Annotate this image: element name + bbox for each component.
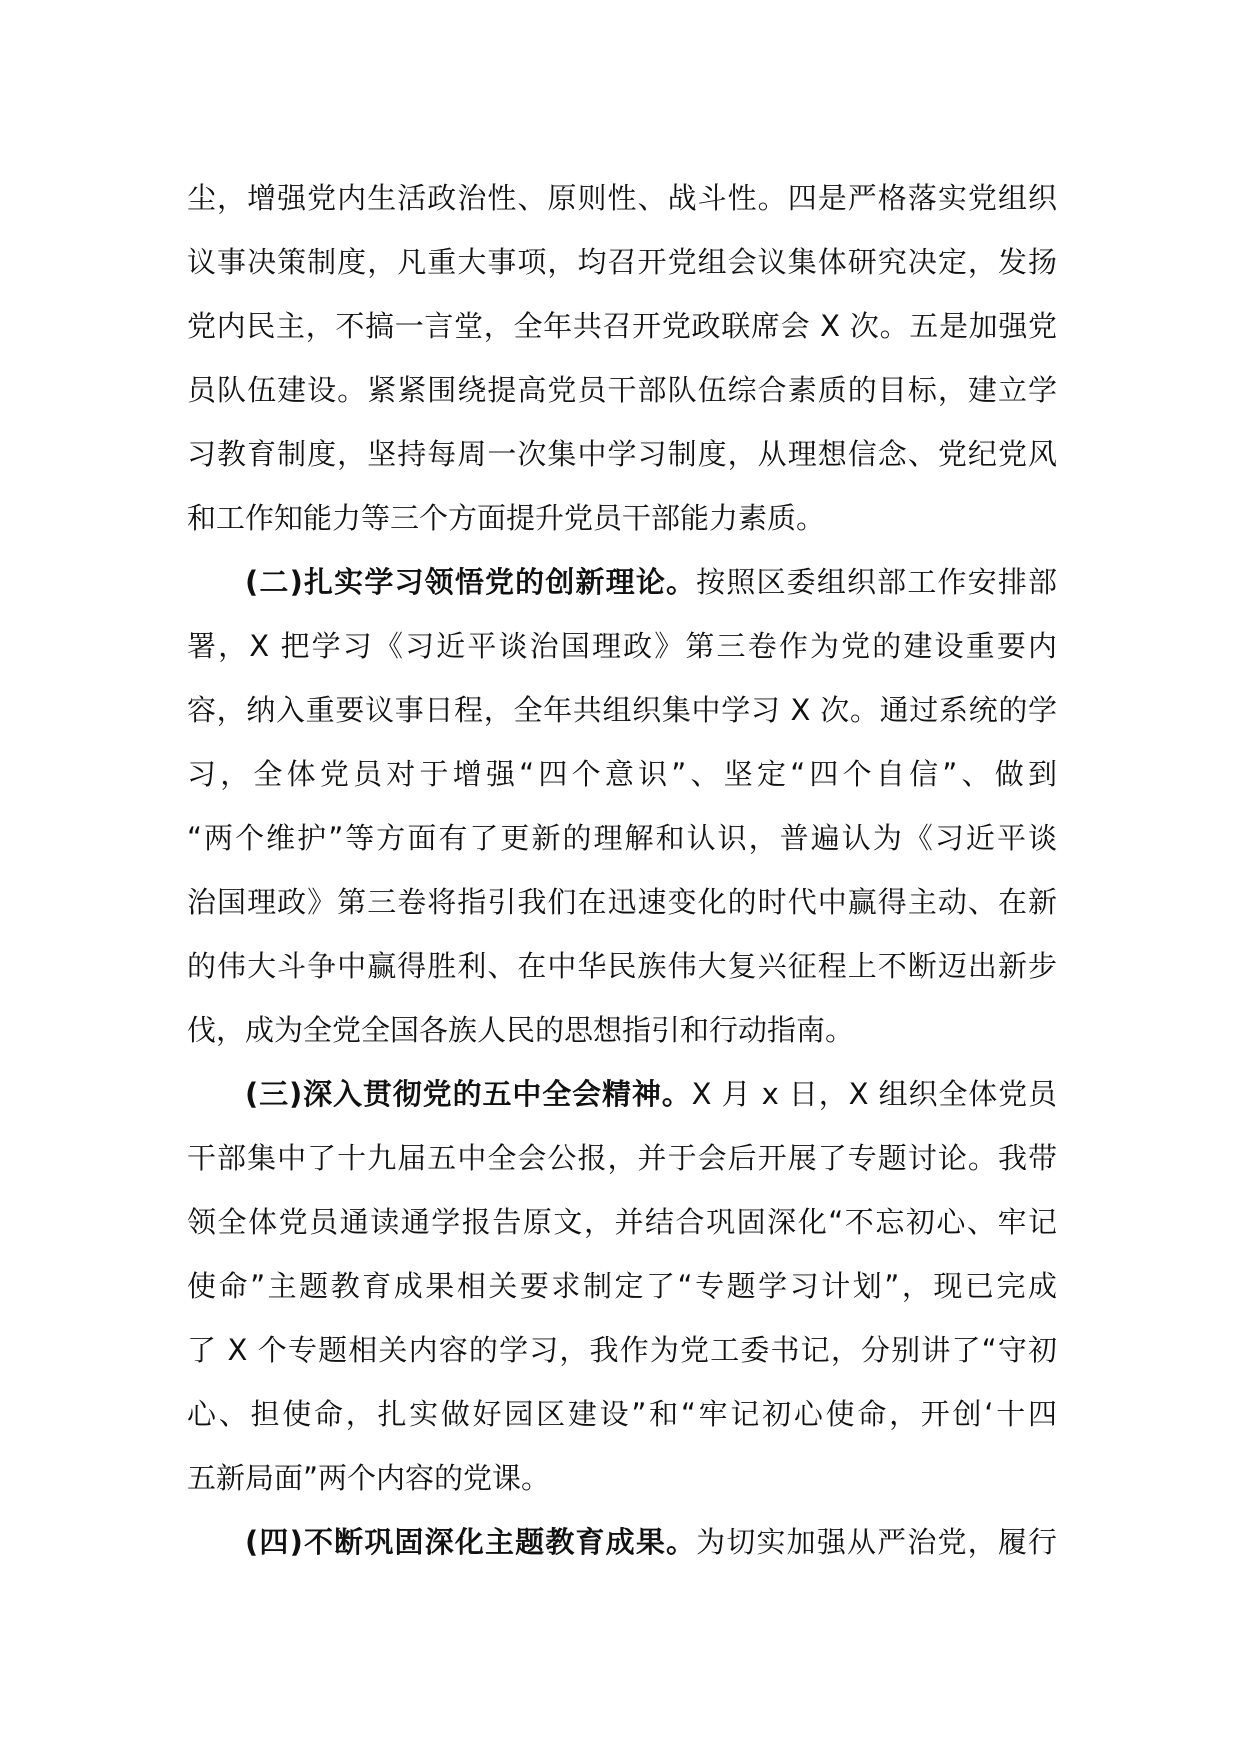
- section-heading: (四)不断巩固深化主题教育成果。: [245, 1525, 697, 1559]
- section-heading: (三)深入贯彻党的五中全会精神。: [245, 1077, 692, 1111]
- document-body: [187, 166, 1057, 1574]
- section-paragraph-4: [187, 1510, 1057, 1574]
- text-line: 员队伍建设。紧紧围绕提高党员干部队伍综合素质的目标，建立学: [187, 373, 1057, 407]
- text-line: 尘，增强党内生活政治性、原则性、战斗性。四是严格落实党组织: [187, 181, 1057, 215]
- section-first-line-text: 为切实加强从严治党，履行: [696, 1525, 1057, 1559]
- section-first-line: [187, 1510, 1057, 1574]
- section-first-line-text: 按照区委组织部工作安排部: [696, 565, 1057, 599]
- text-line: 伐，成为全党全国各族人民的思想指引和行动指南。: [187, 1013, 855, 1047]
- text-line: 的伟大斗争中赢得胜利、在中华民族伟大复兴征程上不断迈出新步: [187, 949, 1057, 983]
- section-paragraph-3: [187, 1062, 1057, 1510]
- text-line: 了 X 个专题相关内容的学习，我作为党工委书记，分别讲了“守初: [187, 1333, 1057, 1367]
- section-first-line: [187, 550, 1057, 614]
- section-first-line-text: X 月 x 日，X 组织全体党员: [691, 1077, 1057, 1111]
- text-line: 习，全体党员对于增强“四个意识”、坚定“四个自信”、做到: [187, 757, 1057, 791]
- text-line: 心、担使命，扎实做好园区建设”和“牢记初心使命，开创‘十四: [187, 1397, 1057, 1431]
- text-line: 治国理政》第三卷将指引我们在迅速变化的时代中赢得主动、在新: [187, 885, 1057, 919]
- text-line: 五新局面”两个内容的党课。: [187, 1461, 551, 1495]
- text-line: 议事决策制度，凡重大事项，均召开党组会议集体研究决定，发扬: [187, 245, 1057, 279]
- paragraph-continuation: [187, 166, 1057, 550]
- section-heading: (二)扎实学习领悟党的创新理论。: [245, 565, 697, 599]
- section-paragraph-2: [187, 550, 1057, 1062]
- text-line: 习教育制度，坚持每周一次集中学习制度，从理想信念、党纪党风: [187, 437, 1057, 471]
- text-line: 使命”主题教育成果相关要求制定了“专题学习计划”，现已完成: [187, 1269, 1057, 1303]
- section-first-line: [187, 1062, 1057, 1126]
- text-line: 容，纳入重要议事日程，全年共组织集中学习 X 次。通过系统的学: [187, 693, 1057, 727]
- text-line: 领全体党员通读通学报告原文，并结合巩固深化“不忘初心、牢记: [187, 1205, 1057, 1239]
- text-line: “两个维护”等方面有了更新的理解和认识，普遍认为《习近平谈: [187, 821, 1057, 855]
- text-line: 和工作知能力等三个方面提升党员干部能力素质。: [187, 501, 826, 535]
- text-line: 署，X 把学习《习近平谈治国理政》第三卷作为党的建设重要内: [187, 629, 1057, 663]
- text-line: 干部集中了十九届五中全会公报，并于会后开展了专题讨论。我带: [187, 1141, 1057, 1175]
- text-line: 党内民主，不搞一言堂，全年共召开党政联席会 X 次。五是加强党: [187, 309, 1057, 343]
